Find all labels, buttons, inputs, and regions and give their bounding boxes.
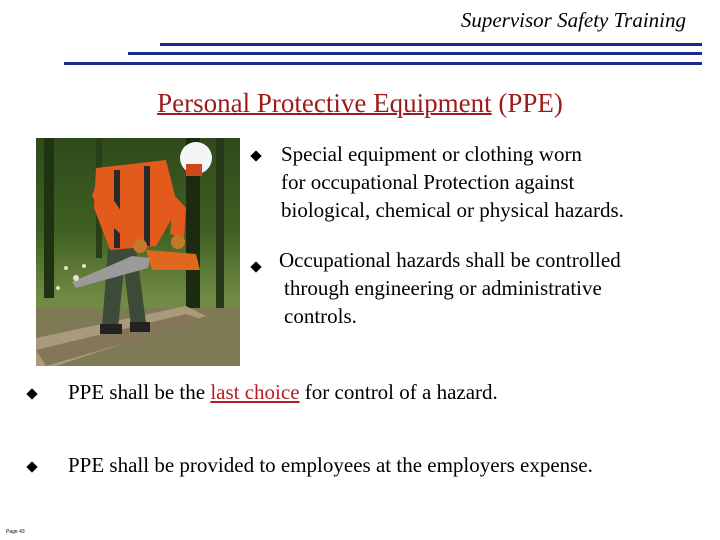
bullet-line: Special equipment or clothing worn <box>281 142 582 166</box>
bullet-hazard-control <box>279 246 699 330</box>
header-title: Supervisor Safety Training <box>460 8 686 32</box>
header-rule-3 <box>64 62 702 65</box>
last-choice-link[interactable]: last choice <box>210 380 300 404</box>
page-number: Page 43 <box>6 529 25 535</box>
bullet-diamond-icon <box>26 388 37 399</box>
bullet-ppe-definition <box>281 140 701 224</box>
bullet-last-choice <box>68 378 688 406</box>
slide-title-underlined: Personal Protective Equipment <box>157 88 492 118</box>
bullet-text: PPE shall be the <box>68 380 211 404</box>
bullet-line: for occupational Protection against <box>281 170 575 194</box>
bullet-diamond-icon <box>250 261 261 272</box>
bullet-line: Occupational hazards shall be controlled <box>279 248 621 272</box>
bullet-line: through engineering or administrative <box>284 276 602 300</box>
bullet-line: controls. <box>284 304 357 328</box>
header-rule-1 <box>160 43 702 46</box>
chainsaw-worker-photo <box>36 138 240 366</box>
bullet-text: for control of a hazard. <box>299 380 498 404</box>
slide-title <box>0 88 720 119</box>
bullet-line: biological, chemical or physical hazards. <box>281 198 624 222</box>
bullet-diamond-icon <box>250 150 261 161</box>
bullet-diamond-icon <box>26 461 37 472</box>
header-rule-2 <box>128 52 702 55</box>
slide-title-rest: (PPE) <box>491 88 563 118</box>
bullet-employer-expense: PPE shall be provided to employees at the employers expense. <box>68 453 593 477</box>
